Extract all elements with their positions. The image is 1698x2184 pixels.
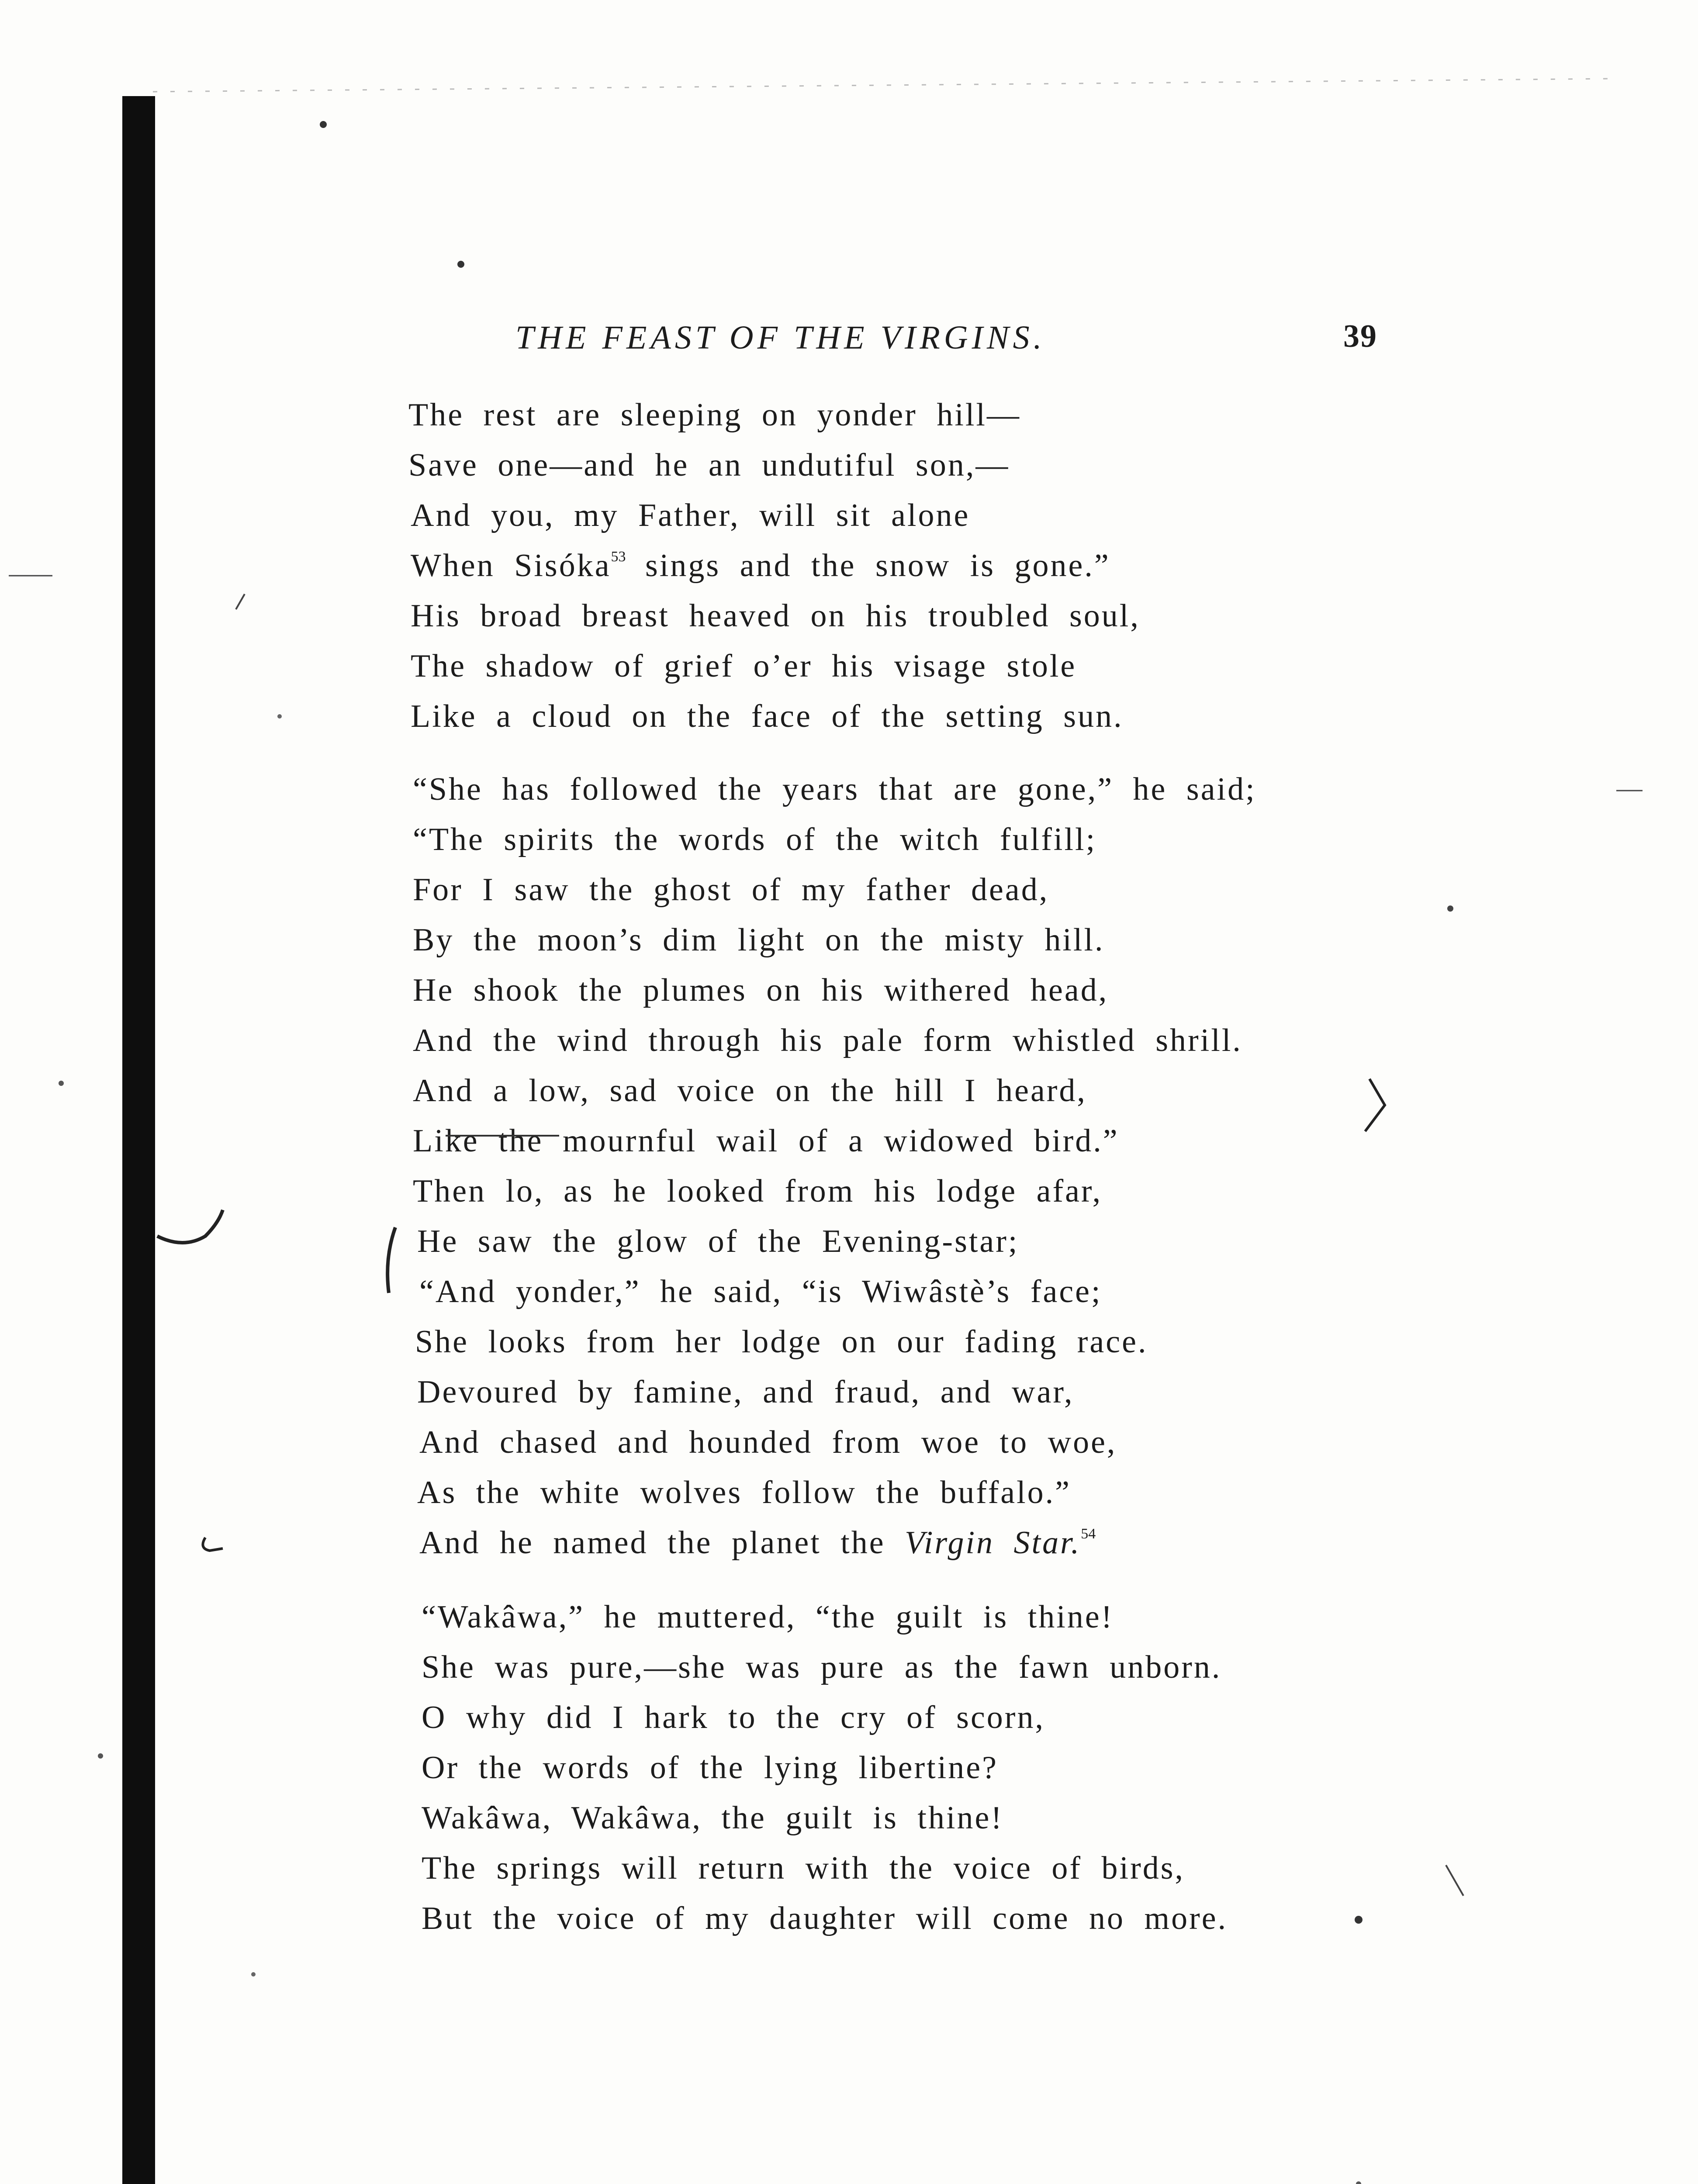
poem-line: The springs will return with the voice of birds, — [422, 1850, 1185, 1886]
poem-line: The rest are sleeping on yonder hill— — [408, 397, 1021, 433]
poem-line: She was pure,—she was pure as the fawn unborn. — [422, 1649, 1222, 1685]
margin-bracket-mark — [387, 1227, 395, 1293]
running-title: THE FEAST OF THE VIRGINS. — [515, 319, 1046, 356]
poem-line: He shook the plumes on his withered head, — [413, 972, 1109, 1008]
poem-line: Devoured by famine, and fraud, and war, — [417, 1374, 1074, 1410]
poem-line: And you, my Father, will sit alone — [411, 498, 970, 533]
margin-stroke-mark — [236, 594, 245, 609]
page-number: 39 — [1343, 318, 1377, 354]
poem-line: Save one—and he an undutiful son,— — [408, 447, 1010, 483]
poem-line: Like the mournful wail of a widowed bird.” — [413, 1123, 1119, 1159]
poem-text: sings and the snow is gone.” — [626, 548, 1110, 584]
poem-line: But the voice of my daughter will come no more. — [422, 1901, 1228, 1936]
poem-line: “She has followed the years that are gone,” he said; — [413, 771, 1256, 807]
poem-line: Wakâwa, Wakâwa, the guilt is thine! — [422, 1800, 1003, 1836]
poem-line: He saw the glow of the Evening-star; — [417, 1223, 1019, 1259]
poem-line: O why did I hark to the cry of scorn, — [422, 1700, 1045, 1735]
poem-line: “The spirits the words of the witch fulfill; — [413, 822, 1097, 857]
poem-line: Like a cloud on the face of the setting sun. — [411, 698, 1124, 734]
margin-hook-mark — [203, 1538, 223, 1551]
poem-line: “Wakâwa,” he muttered, “the guilt is thine! — [422, 1599, 1114, 1635]
poem-line: Or the words of the lying libertine? — [422, 1750, 998, 1786]
poem-text: When Sisóka — [411, 548, 611, 584]
margin-angle-mark — [1365, 1079, 1385, 1131]
poem-line: She looks from her lodge on our fading race. — [415, 1324, 1148, 1360]
poem-line: The shadow of grief o’er his visage stole — [411, 648, 1077, 684]
poem-line: Then lo, as he looked from his lodge afar, — [413, 1173, 1103, 1209]
poem-line: For I saw the ghost of my father dead, — [413, 872, 1049, 908]
margin-stroke-mark — [1446, 1865, 1463, 1896]
poem-line: As the white wolves follow the buffalo.” — [417, 1475, 1071, 1510]
margin-bracket-mark — [157, 1210, 223, 1243]
poem-text-italic: Virgin Star. — [905, 1525, 1081, 1561]
poem-line: And chased and hounded from woe to woe, — [419, 1424, 1117, 1460]
poem-line: And a low, sad voice on the hill I heard, — [413, 1073, 1087, 1109]
footnote-ref: 53 — [611, 549, 626, 565]
poem-line: By the moon’s dim light on the misty hill. — [413, 922, 1105, 958]
footnote-ref: 54 — [1081, 1526, 1096, 1542]
poem-line: His broad breast heaved on his troubled soul, — [411, 598, 1140, 634]
poem-line: And the wind through his pale form whistled shrill. — [413, 1023, 1242, 1058]
poem-line: “And yonder,” he said, “is Wiwâstè’s face; — [419, 1274, 1102, 1310]
poem-text: And he named the planet the — [419, 1525, 905, 1561]
top-edge-speckle — [153, 79, 1616, 92]
